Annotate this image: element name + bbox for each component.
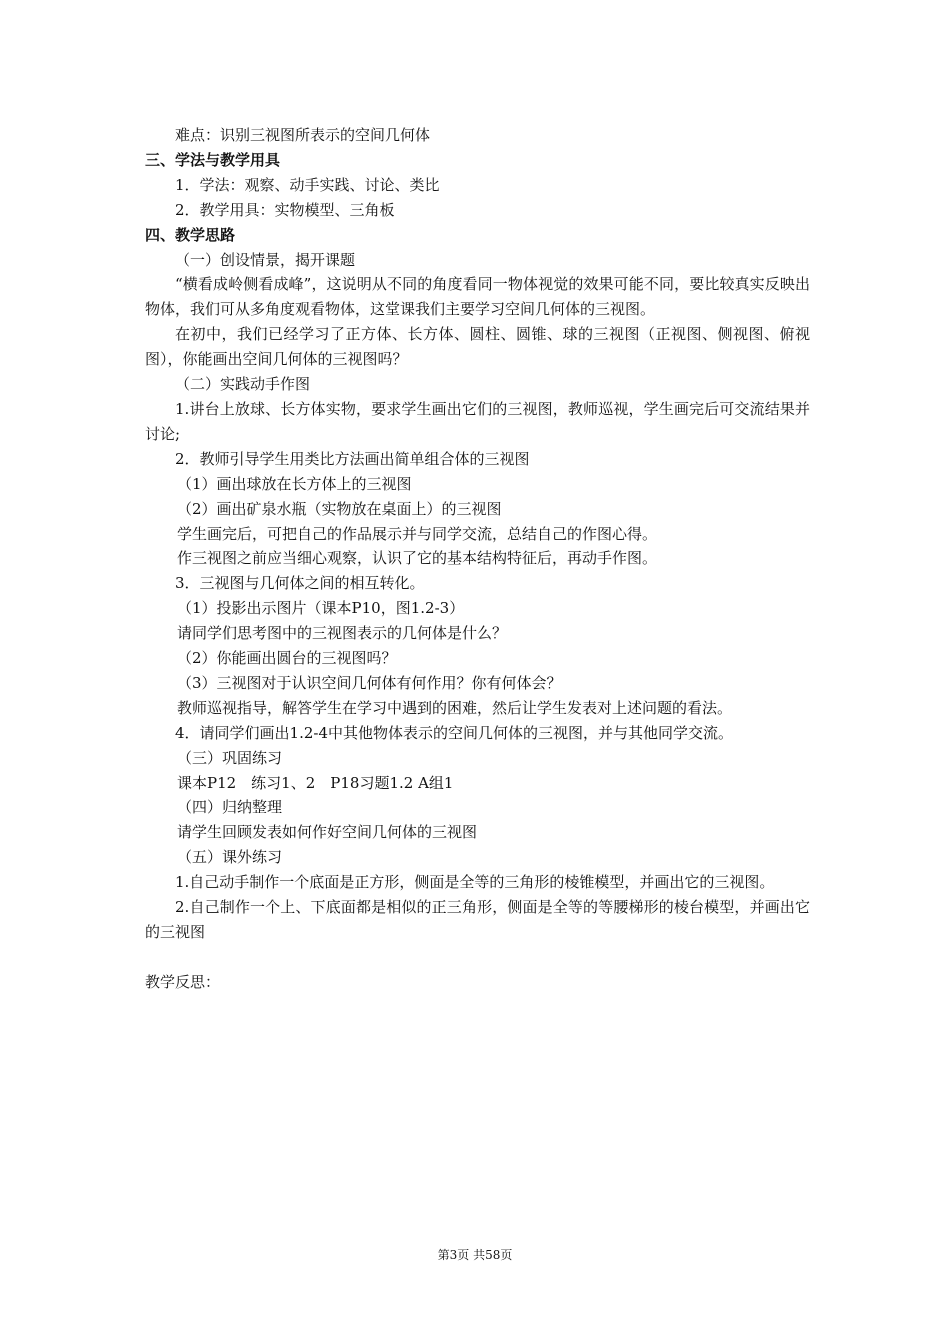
list-item: （2）画出矿泉水瓶（实物放在桌面上）的三视图 — [177, 499, 502, 518]
paragraph-exercise-1: 1.自己动手制作一个底面是正方形，侧面是全等的三角形的棱锥模型，并画出它的三视图。 — [175, 873, 775, 892]
paragraph-text: 请同学们思考图中的三视图表示的几何体是什么？ — [177, 624, 508, 643]
subheading-3: （三）巩固练习 — [177, 748, 283, 767]
spacer — [145, 945, 810, 970]
difficulty-line: 难点：识别三视图所表示的空间几何体 — [175, 126, 431, 144]
subheading-4: （四）归纳整理 — [177, 798, 283, 817]
paragraph-step-1: 1.讲台上放球、长方体实物，要求学生画出它们的三视图，教师巡视，学生画完后可交流结果并讨论; — [145, 399, 810, 443]
list-item: （1）画出球放在长方体上的三视图 — [177, 474, 412, 493]
paragraph-text: 请学生回顾发表如何作好空间几何体的三视图 — [177, 823, 478, 842]
paragraph-exercise-2: 2.自己制作一个上、下底面都是相似的正三角形，侧面是全等的等腰梯形的棱台模型，并画出它的三视图 — [145, 898, 810, 941]
list-item: （2）你能画出圆台的三视图吗？ — [177, 649, 397, 668]
paragraph-intro: “横看成岭侧看成峰”，这说明从不同的角度看同一物体视觉的效果可能不同，要比较真实反映出物体，我们可从多角度观看物体，这堂课我们主要学习空间几何体的三视图。 — [145, 275, 810, 319]
paragraph-text: 作三视图之前应当细心观察，认识了它的基本结构特征后，再动手作图。 — [177, 549, 658, 568]
tools-line: 2．教学用具：实物模型、三角板 — [175, 200, 395, 219]
section-heading-4: 四、教学思路 — [145, 225, 236, 244]
paragraph-junior: 在初中，我们已经学习了正方体、长方体、圆柱、圆锥、球的三视图（正视图、侧视图、俯视图），你能画出空间几何体的三视图吗？ — [145, 325, 810, 369]
document-body — [145, 123, 810, 995]
paragraph-text: 课本P12 练习1、2 P18习题1.2 A组1 — [177, 773, 454, 792]
paragraph-step-3: 3．三视图与几何体之间的相互转化。 — [175, 574, 425, 593]
method-line: 1．学法：观察、动手实践、讨论、类比 — [175, 175, 440, 194]
page-footer: 第3页 共58页 — [437, 1248, 513, 1262]
teaching-reflection-label: 教学反思： — [145, 972, 221, 991]
subheading-1: （一）创设情景，揭开课题 — [175, 250, 356, 269]
subheading-5: （五）课外练习 — [177, 848, 283, 867]
paragraph-text: 教师巡视指导，解答学生在学习中遇到的困难，然后让学生发表对上述问题的看法。 — [177, 698, 733, 717]
list-item: （3）三视图对于认识空间几何体有何作用？你有何体会？ — [177, 673, 562, 692]
paragraph-text: 学生画完后，可把自己的作品展示并与同学交流，总结自己的作图心得。 — [177, 524, 658, 543]
paragraph-step-2: 2．教师引导学生用类比方法画出简单组合体的三视图 — [175, 449, 530, 468]
paragraph-step-4: 4．请同学们画出1.2-4中其他物体表示的空间几何体的三视图，并与其他同学交流。 — [175, 723, 734, 742]
section-heading-3: 三、学法与教学用具 — [145, 150, 281, 169]
list-item: （1）投影出示图片（课本P10，图1.2-3） — [177, 599, 465, 618]
subheading-2: （二）实践动手作图 — [175, 375, 311, 394]
